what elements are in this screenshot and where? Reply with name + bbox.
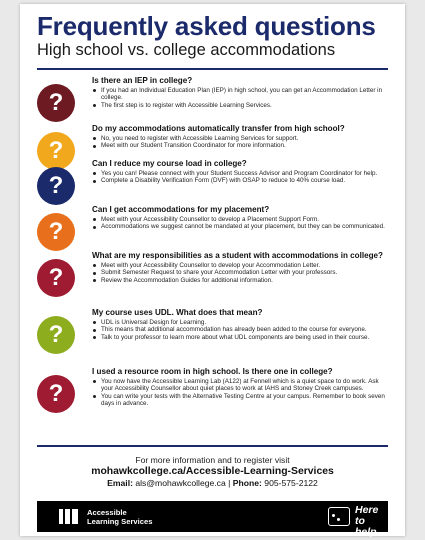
faq-answer: Review the Accommodation Guides for additional information. [92, 277, 390, 285]
faq-content [92, 76, 390, 109]
faq-question: Do my accommodations automatically transfer from high school? [92, 124, 345, 133]
faq-answer: You now have the Accessible Learning Lab (A122) at Fennell which is a quiet space to do work. Ask your Accessibility Counsellor about quiet places to work at IAHS and Stoney Creek campuses. [92, 378, 390, 393]
faq-question: My course uses UDL. What does that mean? [92, 308, 263, 317]
faq-answer-list [92, 262, 390, 285]
email-label: Email: [107, 478, 133, 488]
faq-question: Can I get accommodations for my placement? [92, 205, 270, 214]
logo-line-1: Accessible [87, 508, 127, 517]
faq-answer-list [92, 135, 390, 150]
here-to-help-text [355, 505, 388, 538]
phone-label: Phone: [232, 478, 262, 488]
faq-answer: Meet with your Accessibility Counsellor to develop a Placement Support Form. [92, 216, 390, 224]
faq-answer: The first step is to register with Accessible Learning Services. [92, 102, 390, 110]
faq-answer: Meet with our Student Transition Coordinator for more information. [92, 142, 390, 150]
contact-info [37, 455, 388, 495]
help-line-2: to help [355, 515, 377, 538]
divider-top [37, 68, 388, 70]
chat-bubble-icon [328, 507, 350, 526]
question-mark-icon: ? [37, 375, 75, 413]
question-mark-icon: ? [37, 213, 75, 251]
faq-answer: This means that additional accommodation has already been added to the course for everyone. [92, 326, 390, 334]
question-mark-icon: ? [37, 259, 75, 297]
faq-answer: Yes you can! Please connect with your Student Success Advisor and Program Coordinator for help. [92, 170, 390, 178]
faq-content [92, 124, 390, 150]
faq-answer: If you had an Individual Education Plan (IEP) in high school, you can get an Accommodation Letter in college. [92, 87, 390, 102]
question-mark-icon: ? [37, 316, 75, 354]
faq-question: What are my responsibilities as a student with accommodations in college? [92, 251, 383, 260]
faq-answer: Talk to your professor to learn more about what UDL components are being used in their course. [92, 334, 390, 342]
website-link[interactable]: mohawkcollege.ca/Accessible-Learning-Services [91, 466, 334, 477]
faq-answer-list [92, 216, 390, 231]
help-line-1: Here [355, 504, 379, 516]
footer-banner [37, 501, 388, 538]
faq-question: I used a resource room in high school. Is there one in college? [92, 367, 333, 376]
faq-content [92, 159, 390, 185]
page-title: Frequently asked questions [37, 11, 376, 41]
info-intro: For more information and to register visit [135, 455, 290, 465]
faq-page [20, 4, 405, 536]
als-logo-icon [59, 509, 78, 524]
logo-line-2: Learning Services [87, 517, 153, 526]
question-mark-icon: ? [37, 167, 75, 205]
faq-question: Can I reduce my course load in college? [92, 159, 247, 168]
faq-content [92, 205, 390, 231]
divider-bottom [37, 445, 388, 447]
faq-question: Is there an IEP in college? [92, 76, 193, 85]
question-mark-icon: ? [37, 84, 75, 122]
faq-answer-list [92, 170, 390, 185]
contact-separator: | [228, 478, 231, 488]
contact-line [37, 478, 388, 489]
question-mark-icon: ? [37, 132, 75, 170]
faq-answer-list [92, 319, 390, 342]
faq-content [92, 251, 390, 284]
als-logo-text [87, 508, 152, 526]
faq-answer: You can write your tests with the Alternative Testing Centre at your campus. Remember to book seven days in advance. [92, 393, 390, 408]
faq-content [92, 308, 390, 341]
faq-answer-list [92, 87, 390, 110]
faq-answer: Meet with your Accessibility Counsellor to develop your Accommodation Letter. [92, 262, 390, 270]
faq-content [92, 367, 390, 408]
faq-answer: Submit Semester Request to share your Accommodation Letter with your professors. [92, 269, 390, 277]
phone-number[interactable]: 905-575-2122 [264, 478, 318, 488]
faq-answer: Complete a Disability Verification Form (DVF) with OSAP to reduce to 40% course load. [92, 177, 390, 185]
faq-answer: UDL is Universal Design for Learning. [92, 319, 390, 327]
faq-answer: No, you need to register with Accessible Learning Services for support. [92, 135, 390, 143]
page-subtitle: High school vs. college accommodations [37, 41, 336, 59]
email-link[interactable]: als@mohawkcollege.ca [135, 478, 226, 488]
faq-answer-list [92, 378, 390, 408]
faq-answer: Accommodations we suggest cannot be mandated at your placement, but they can be communicated. [92, 223, 390, 231]
